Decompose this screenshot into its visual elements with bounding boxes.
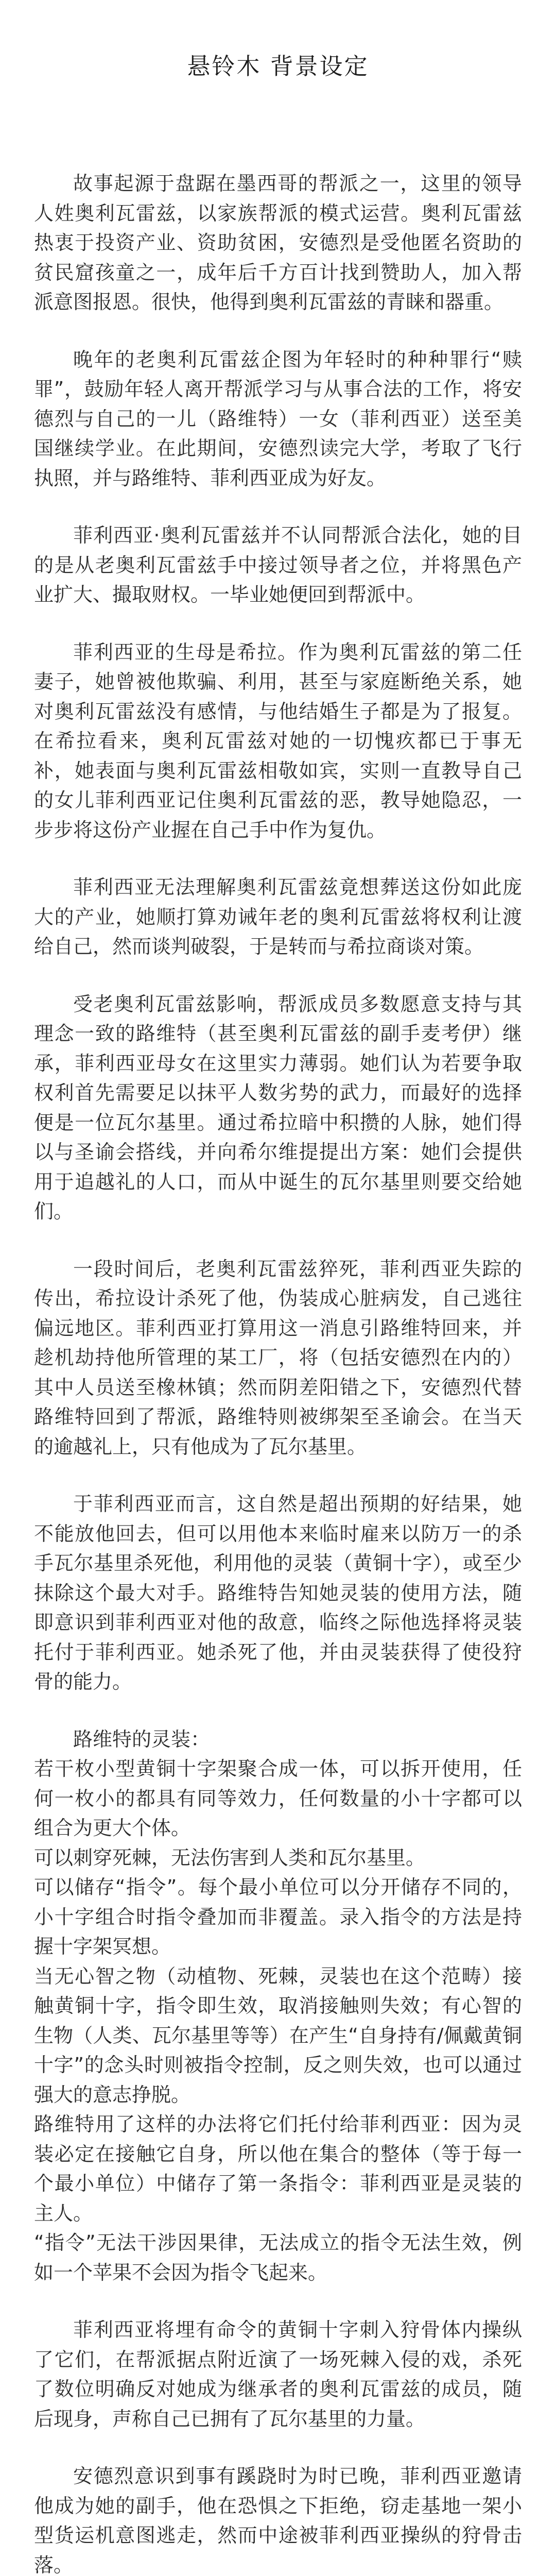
paragraph-staged-attack: 菲利西亚将埋有命令的黄铜十字刺入狩骨体内操纵了它们，在帮派据点附近演了一场死棘入侵的戏，杀死了数位明确反对她成为继承者的奥利瓦雷兹的成员，随后现身，声称自己已拥有了瓦尔基里的力量。 [34,2318,522,2430]
paragraph-hila: 菲利西亚的生母是希拉。作为奥利瓦雷兹的第二任妻子，她曾被他欺骗、利用，甚至与家庭断绝关系，她对奥利瓦雷兹没有感情，与他结婚生子都是为了报复。在希拉看来，奥利瓦雷兹对她的一切愧疚都已于事无补，她表面与奥利瓦雷兹相敬如宾，实则一直教导自己的女儿菲利西亚记住奥利瓦雷兹的恶，教导她隐忍，一步步将这份产业握在自己手中作为复仇。 [34,640,522,841]
page-title: 悬铃木 背景设定 [187,53,369,80]
paragraph-andrei-escape: 安德烈意识到事有蹊跷时为时已晚，菲利西亚邀请他成为她的副手，他在恐惧之下拒绝，窃走基地一架小型货运机意图逃走，然而中途被菲利西亚操纵的狩骨击落。 [34,2465,522,2576]
paragraph-relic-rules: 路维特的灵装： 若干枚小型黄铜十字架聚合成一体，可以拆开使用，任何一枚小的都具有同等效力，任何数量的小十字都可以组合为更大个体。 可以刺穿死棘，无法伤害到人类和瓦尔基里。 可以储存“指令”。每个最小单位可以分开储存不同的，小十字组合时指令叠加而非覆盖。录入指令的方法是持握十字架冥想。 当无心智之物（动植物、死棘，灵装也在这个范畴）接触黄铜十字，指令即生效，取消接触则失效；有心智的生物（人类、瓦尔基里等等）在产生“自身持有/佩戴黄铜十字”的念头时则被指令控制，反之则失效，也可以通过强大的意志挣脱。 路维特用了这样的办法将它们托付给菲利西亚：因为灵装必定在接触它自身，所以他在集合的整体（等于每一个最小单位）中储存了第一条指令：菲利西亚是灵装的主人。 “指令”无法干涉因果律，无法成立的指令无法生效，例如一个苹果不会因为指令飞起来。 [34,1727,522,2284]
paragraph-valkyrie-plan: 受老奥利瓦雷兹影响，帮派成员多数愿意支持与其理念一致的路维特（甚至奥利瓦雷兹的副手麦考伊）继承，菲利西亚母女在这里实力薄弱。她们认为若要争取权利首先需要足以抹平人数劣势的武力，而最好的选择便是一位瓦尔基里。通过希拉暗中积攒的人脉，她们得以与圣谕会搭线，并向希尔维提提出方案：她们会提供用于追越礼的人口，而从中诞生的瓦尔基里则要交给她们。 [34,992,522,1223]
paragraph-lovet-death: 于菲利西亚而言，这自然是超出预期的好结果，她不能放他回去，但可以用他本来临时雇来以防万一的杀手瓦尔基里杀死他，利用他的灵装（黄铜十字），或至少抹除这个最大对手。路维特告知她灵装的使用方法，随即意识到菲利西亚对他的敌意，临终之际他选择将灵装托付于菲利西亚。她杀死了他，并由灵装获得了使役狩骨的能力。 [34,1493,522,1693]
paragraph-felicia-goal: 菲利西亚·奥利瓦雷兹并不认同帮派合法化，她的目的是从老奥利瓦雷兹手中接过领导者之位，并将黑色产业扩大、撮取财权。一毕业她便回到帮派中。 [34,524,522,606]
paragraph-sudden-death: 一段时间后，老奥利瓦雷兹猝死，菲利西亚失踪的传出，希拉设计杀死了他，伪装成心脏病发，自己逃往偏远地区。菲利西亚打算用这一消息引路维特回来，并趁机劫持他所管理的某工厂，将（包括安德烈在内的）其中人员送至橡林镇；然而阴差阳错之下，安德烈代替路维特回到了帮派，路维特则被绑架至圣谕会。在当天的逾越礼上，只有他成为了瓦尔基里。 [34,1257,522,1458]
document-body [34,169,522,2576]
paragraph-negotiation: 菲利西亚无法理解奥利瓦雷兹竟想葬送这份如此庞大的产业，她顺打算劝诫年老的奥利瓦雷兹将权利让渡给自己，然而谈判破裂，于是转而与希拉商谈对策。 [34,876,522,958]
paragraph-origin: 故事起源于盘踞在墨西哥的帮派之一，这里的领导人姓奥利瓦雷兹，以家族帮派的模式运营。奥利瓦雷兹热衷于投资产业、资助贫困，安德烈是受他匿名资助的贫民窟孩童之一，成年后千方百计找到赞助人，加入帮派意图报恩。很快，他得到奥利瓦雷兹的青睐和器重。 [34,172,522,313]
paragraph-redemption: 晚年的老奥利瓦雷兹企图为年轻时的种种罪行“赎罪”，鼓励年轻人离开帮派学习与从事合法的工作，将安德烈与自己的一儿（路维特）一女（菲利西亚）送至美国继续学业。在此期间，安德烈读完大学，考取了飞行执照，并与路维特、菲利西亚成为好友。 [34,348,522,489]
